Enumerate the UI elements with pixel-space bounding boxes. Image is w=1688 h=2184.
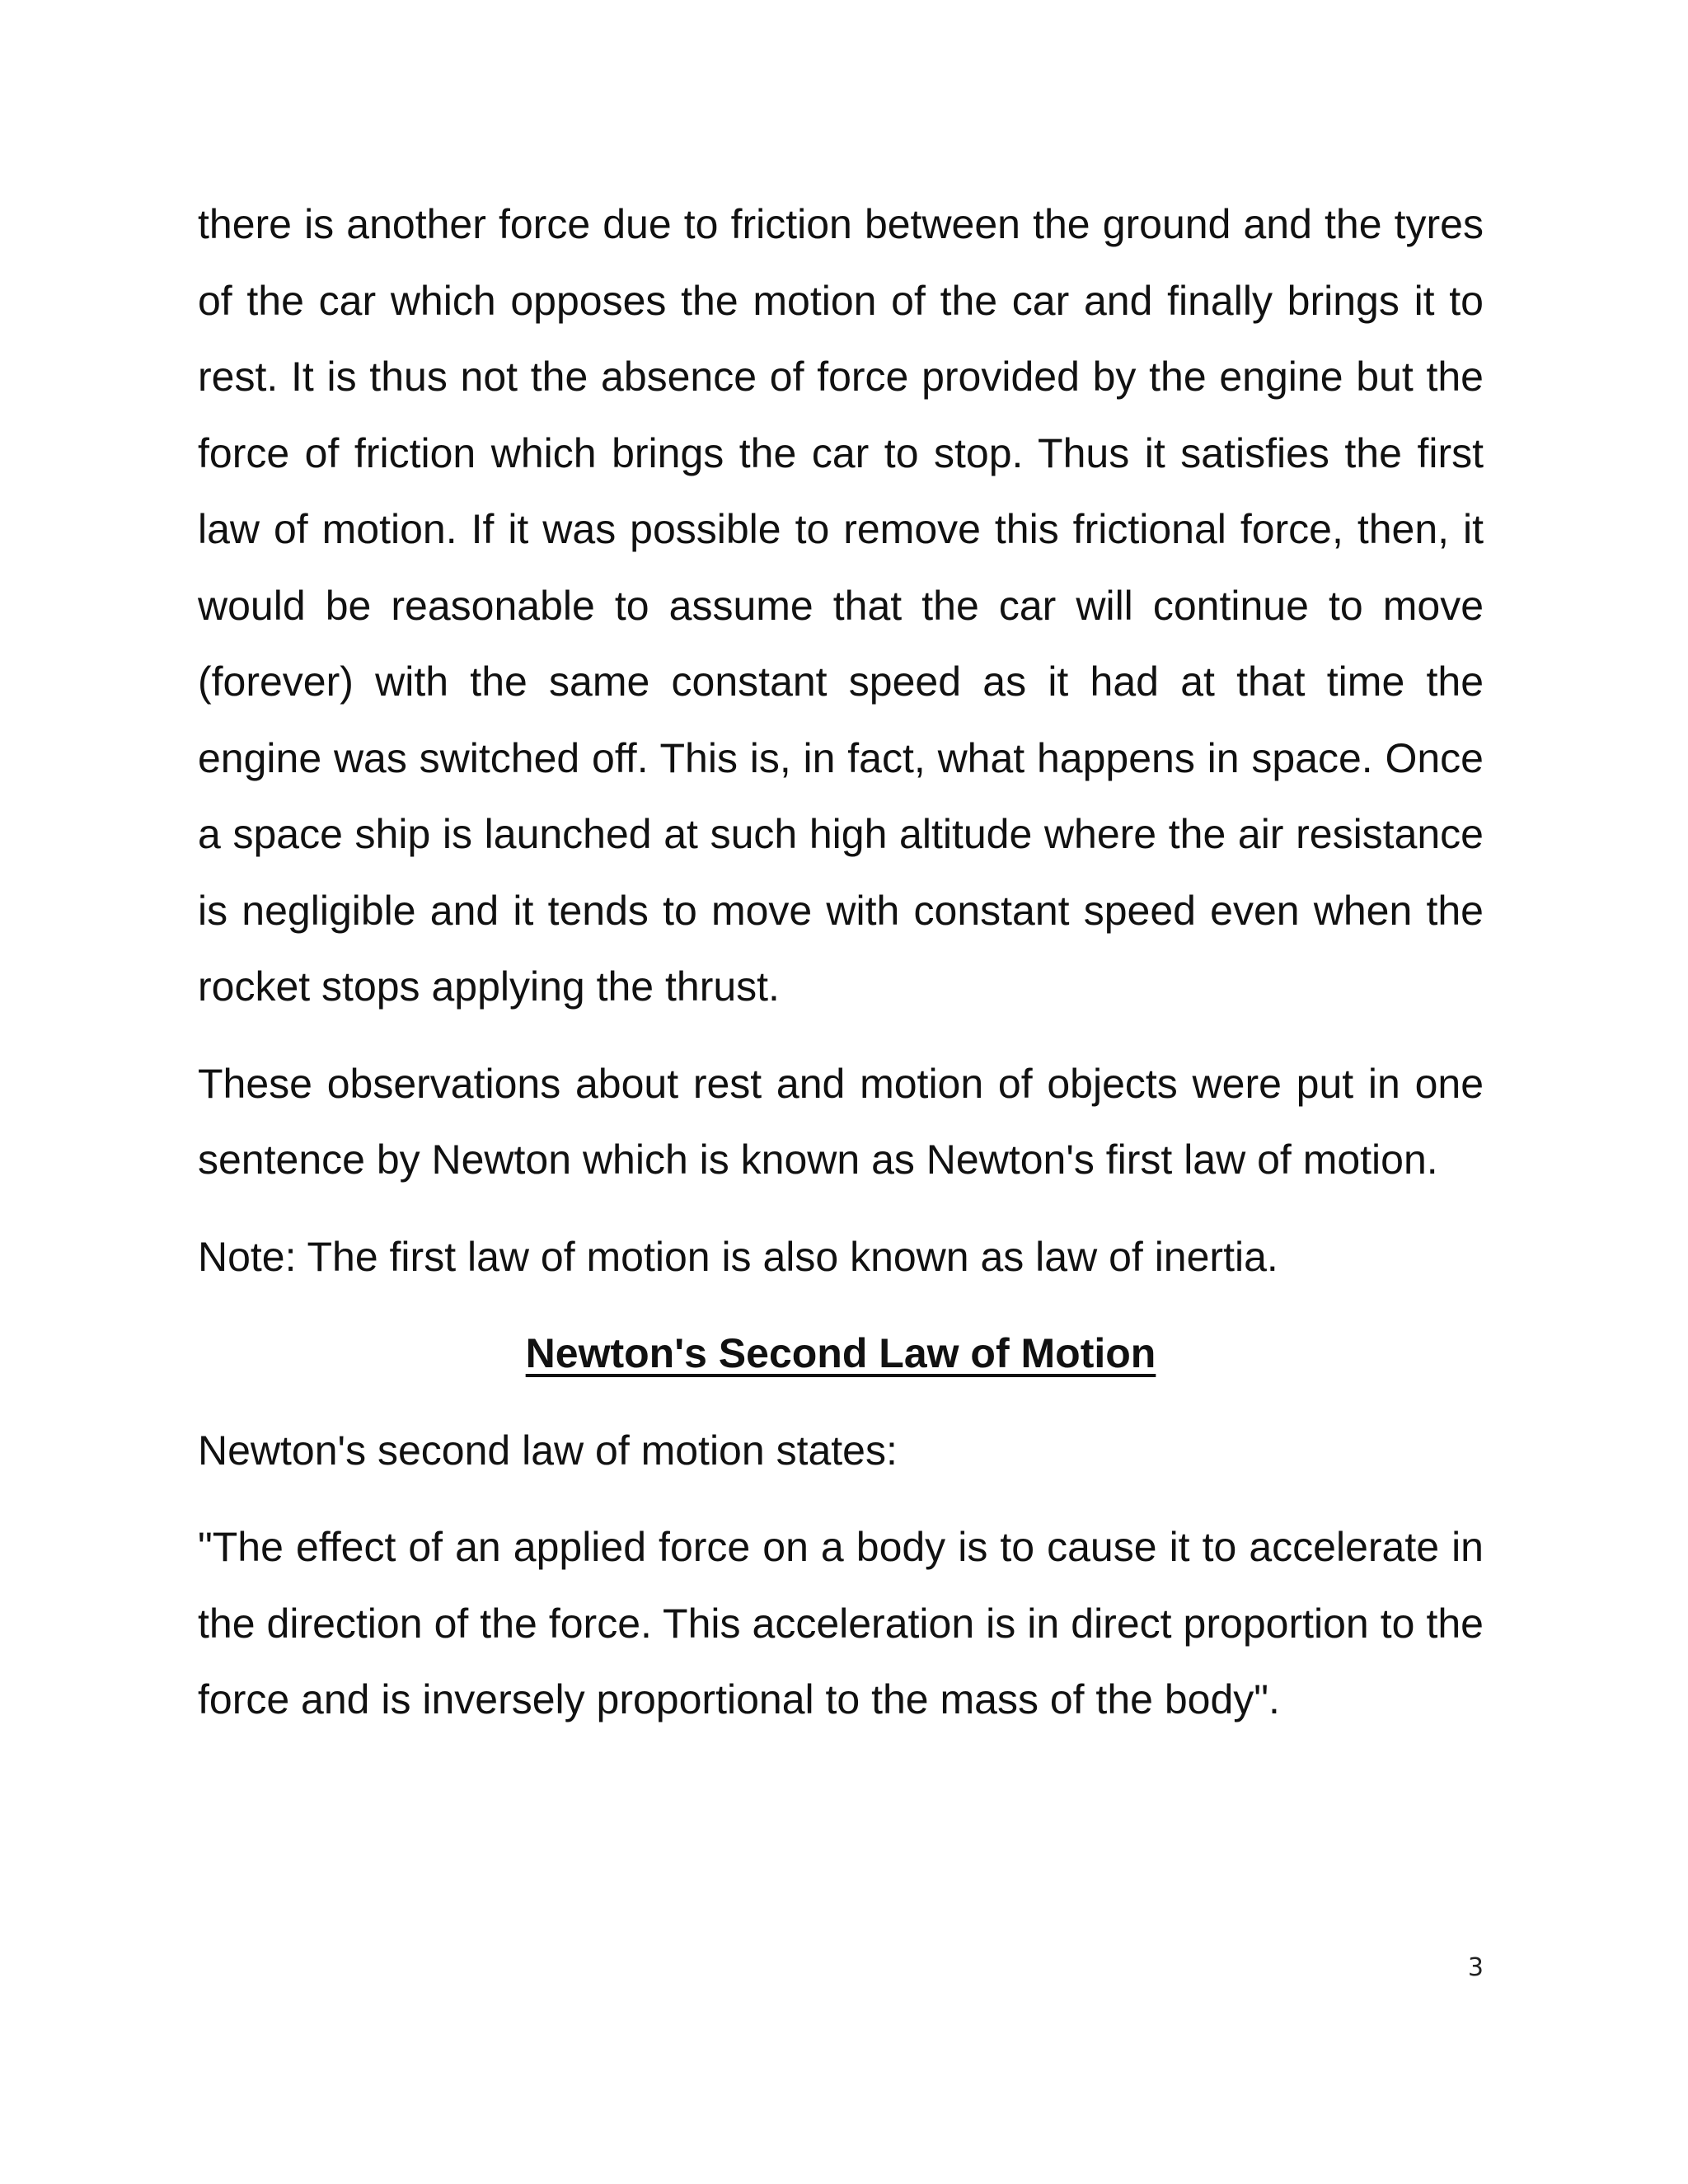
page-number: 3 — [1467, 1953, 1484, 1982]
section-heading — [198, 1315, 1484, 1392]
paragraph-second-law-statement: "The effect of an applied force on a body is to cause it to accelerate in the direction of the force. This acceleration is in direct proportion to the force and is inversely proportional to the mass of the body". — [198, 1524, 1484, 1722]
paragraph-newton-observations: These observations about rest and motion of objects were put in one sentence by Newton which is known as Newton's first law of motion. — [198, 1060, 1484, 1183]
paragraph-second-law-intro: Newton's second law of motion states: — [198, 1427, 898, 1474]
document-page — [198, 186, 1484, 1738]
paragraph-friction-explanation: there is another force due to friction between the ground and the tyres of the car which opposes the motion of the car and finally brings it to rest. It is thus not the absence of force provided by the engine but the force of friction which brings the car to stop. Thus it satisfies the first law of motion. If it was possible to remove this frictional force, then, it would be reasonable to assume that the car will continue to move (forever) with the same constant speed as it had at that time the engine was switched off. This is, in fact, what happens in space. Once a space ship is launched at such high altitude where the air resistance is negligible and it tends to move with constant speed even when the rocket stops applying the thrust. — [198, 201, 1484, 1010]
section-heading-text: Newton's Second Law of Motion — [525, 1330, 1156, 1376]
paragraph-inertia-note: Note: The first law of motion is also known as law of inertia. — [198, 1233, 1278, 1280]
